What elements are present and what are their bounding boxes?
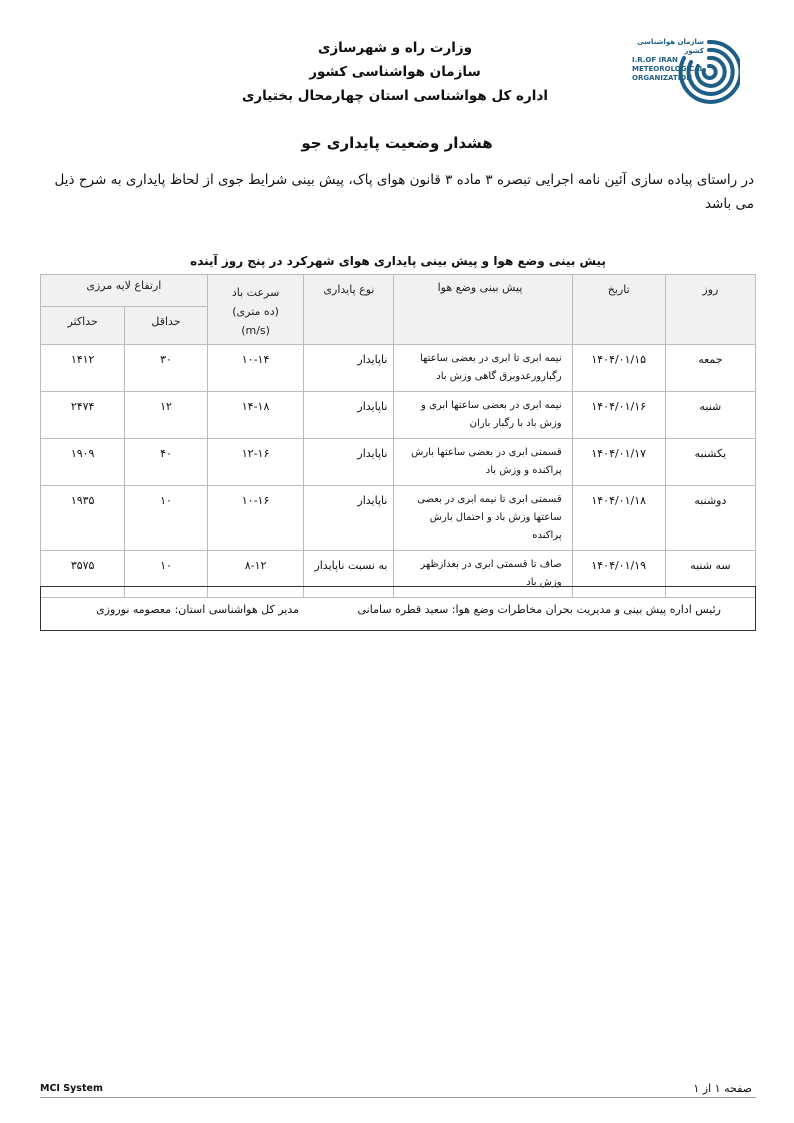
cell-forecast: نیمه ابری در بعضی ساعتها ابری و وزش باد با رگبار باران (394, 392, 572, 439)
footer-divider (40, 1097, 756, 1098)
cell-max: ۱۹۰۹ (41, 439, 125, 486)
cell-stability-type: ناپایدار (304, 345, 394, 392)
office-name: اداره کل هواشناسی استان چهارمحال بختیاری (242, 88, 548, 104)
cell-date: ۱۴۰۴/۰۱/۱۶ (572, 392, 665, 439)
header-wind-label: سرعت باد (231, 286, 280, 299)
header-min: حداقل (125, 306, 207, 344)
cell-forecast: قسمتی ابری تا نیمه ابری در بعضی ساعتها وزش باد و احتمال بارش پراکنده (394, 486, 572, 551)
cell-wind: ۱۰-۱۶ (207, 486, 304, 551)
header-wind-height: (ده متری) (232, 305, 279, 318)
table-title: پیش بینی وضع هوا و پیش بینی پایداری هوای شهرکرد در پنج روز آینده (190, 254, 606, 268)
organization-name: سازمان هواشناسی کشور (309, 64, 481, 80)
cell-min: ۱۰ (125, 486, 207, 551)
cell-wind: ۱۰-۱۴ (207, 345, 304, 392)
cell-forecast: صاف تا قسمتی ابری در بعدازظهر وزش باد (394, 551, 572, 598)
cell-stability-type: ناپایدار (304, 486, 394, 551)
cell-min: ۴۰ (125, 439, 207, 486)
header-boundary-layer: ارتفاع لایه مرزی (41, 275, 208, 307)
cell-wind: ۸-۱۲ (207, 551, 304, 598)
cell-date: ۱۴۰۴/۰۱/۱۸ (572, 486, 665, 551)
header-wind-speed (207, 275, 304, 345)
cell-date: ۱۴۰۴/۰۱/۱۹ (572, 551, 665, 598)
cell-forecast: قسمتی ابری در بعضی ساعتها بارش پراکنده و وزش باد (394, 439, 572, 486)
logo-line-3: METEOROLOGICAL (632, 65, 705, 73)
warning-title: هشدار وضعیت پایداری جو (301, 134, 493, 152)
cell-max: ۳۵۷۵ (41, 551, 125, 598)
logo-line-4: ORGANIZATION (632, 74, 693, 82)
cell-max: ۱۴۱۲ (41, 345, 125, 392)
cell-max: ۲۴۷۴ (41, 392, 125, 439)
cell-min: ۱۲ (125, 392, 207, 439)
footer-system: MCI System (40, 1083, 103, 1094)
spiral-logo-icon (678, 38, 740, 108)
cell-wind: ۱۲-۱۶ (207, 439, 304, 486)
cell-day: سه شنبه (665, 551, 755, 598)
cell-stability-type: ناپایدار (304, 439, 394, 486)
forecast-table (40, 274, 756, 598)
cell-min: ۳۰ (125, 345, 207, 392)
header-stability-type: نوع پایداری (304, 275, 394, 345)
header-date: تاریخ (572, 275, 665, 345)
cell-min: ۱۰ (125, 551, 207, 598)
cell-date: ۱۴۰۴/۰۱/۱۵ (572, 345, 665, 392)
ministry-name: وزارت راه و شهرسازی (317, 40, 473, 56)
cell-date: ۱۴۰۴/۰۱/۱۷ (572, 439, 665, 486)
footer-page-number: صفحه ۱ از ۱ (693, 1082, 752, 1095)
table-row (41, 345, 756, 392)
logo-line-2: I.R.OF IRAN (632, 56, 678, 64)
header-day: روز (665, 275, 755, 345)
meteorological-organization-logo (632, 32, 742, 112)
cell-stability-type: به نسبت ناپایدار (304, 551, 394, 598)
header-wind-unit: (m/s) (241, 324, 270, 337)
table-row (41, 392, 756, 439)
header-forecast: پیش بینی وضع هوا (394, 275, 572, 345)
header-max: حداکثر (41, 306, 125, 344)
cell-day: دوشنبه (665, 486, 755, 551)
cell-day: جمعه (665, 345, 755, 392)
director-signature: مدیر کل هواشناسی استان: معصومه نوروزی (96, 603, 299, 616)
intro-paragraph: در راستای پیاده سازی آئین نامه اجرایی تبصره ۳ ماده ۳ قانون هوای پاک، پیش بینی شرایط جوی از لحاظ پایداری به شرح ذیل می باشد (54, 172, 754, 212)
signature-box (40, 586, 756, 631)
cell-day: شنبه (665, 392, 755, 439)
cell-forecast: نیمه ابری تا ابری در بعضی ساعتها رگبارورعدوبرق گاهی وزش باد (394, 345, 572, 392)
table-row (41, 439, 756, 486)
letterhead (200, 36, 590, 108)
table-row (41, 486, 756, 551)
cell-day: یکشنبه (665, 439, 755, 486)
forecast-head-signature: رئیس اداره پیش بینی و مدیریت بحران مخاطرات وضع هوا: سعید قطره سامانی (357, 603, 721, 616)
cell-max: ۱۹۳۵ (41, 486, 125, 551)
logo-line-1: سازمان هواشناسی کشور (637, 38, 704, 55)
cell-stability-type: ناپایدار (304, 392, 394, 439)
cell-wind: ۱۴-۱۸ (207, 392, 304, 439)
